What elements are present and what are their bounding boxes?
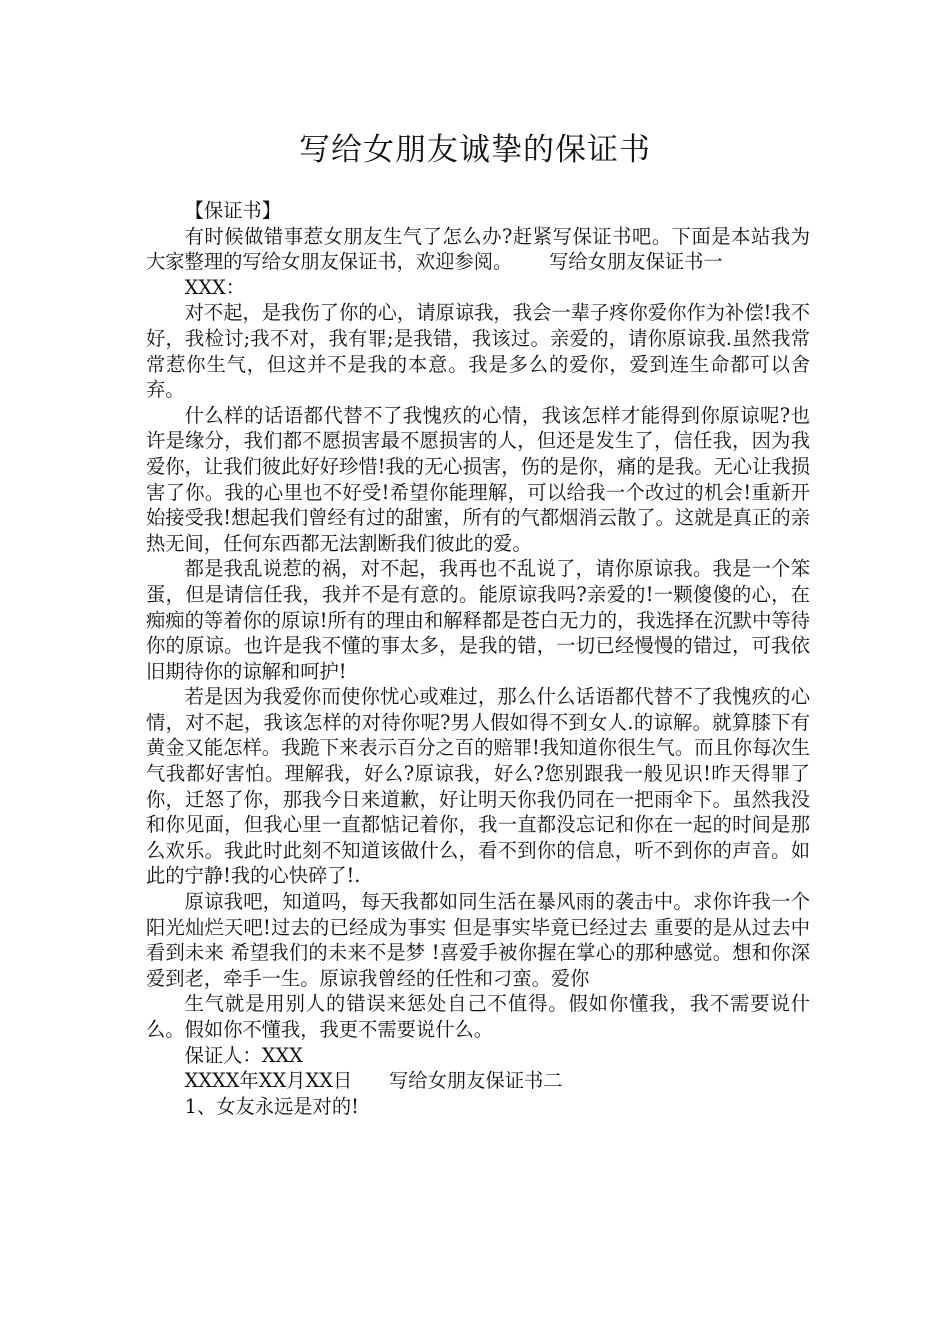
- paragraph-signer: 保证人：XXX: [184, 1043, 303, 1067]
- paragraph-date: XXXX年XX月XX日 写给女朋友保证书二: [184, 1069, 563, 1093]
- paragraph-list-item: 1、女友永远是对的!: [184, 1094, 359, 1118]
- paragraph: 都是我乱说惹的祸，对不起，我再也不乱说了，请你原谅我。我是一个笨蛋，但是请信任我，我并不是有意的。能原谅我吗?亲爱的!一颗傻傻的心，在痴痴的等着你的原谅!所有的理由和解释都是苍白无力的，我选择在沉默中等待你的原谅。也许是我不懂的事太多，是我的错，一切已经慢慢的错过，可我依旧期待你的谅解和呵护!: [146, 557, 810, 683]
- document-body: [146, 198, 810, 1119]
- paragraph: 生气就是用别人的错误来惩处自己不值得。假如你懂我，我不需要说什么。假如你不懂我，我更不需要说什么。: [146, 992, 810, 1041]
- paragraph-salutation: XXX：: [184, 275, 246, 299]
- paragraph: 原谅我吧，知道吗，每天我都如同生活在暴风雨的袭击中。求你许我一个阳光灿烂天吧!过去的已经成为事实 但是事实毕竟已经过去 重要的是从过去中看到未来 希望我们的未来不是梦 !喜爱手被你握在掌心的那种感觉。想和你深爱到老，牵手一生。原谅我曾经的任性和刁蛮。爱你: [146, 890, 810, 990]
- paragraph: 若是因为我爱你而使你忧心或难过，那么什么话语都代替不了我愧疚的心情，对不起，我该怎样的对待你呢?男人假如得不到女人.的谅解。就算膝下有黄金又能怎样。我跪下来表示百分之百的赔罪!我知道你很生气。而且你每次生气我都好害怕。理解我，好么?原谅我，好么?您别跟我一般见识!昨天得罪了你，迁怒了你，那我今日来道歉，好让明天你我仍同在一把雨伞下。虽然我没和你见面，但我心里一直都惦记着你，我一直都没忘记和你在一起的时间是那么欢乐。我此时此刻不知道该做什么，看不到你的信息，听不到你的声音。如此的宁静!我的心快碎了!.: [146, 685, 810, 888]
- paragraph-heading: 【保证书】: [184, 199, 281, 222]
- document-title: 写给女朋友诚挚的保证书: [299, 132, 651, 168]
- paragraph: 对不起，是我伤了你的心，请原谅我，我会一辈子疼你爱你作为补偿!我不好，我检讨;我不对，我有罪;是我错，我该过。亲爱的，请你原谅我.虽然我常常惹你生气，但这并不是我的本意。我是多么的爱你，爱到连生命都可以舍弃。: [146, 301, 810, 402]
- paragraph-intro: 有时候做错事惹女朋友生气了怎么办?赶紧写保证书吧。下面是本站我为大家整理的写给女朋友保证书，欢迎参阅。 写给女朋友保证书一: [146, 224, 810, 274]
- paragraph: 什么样的话语都代替不了我愧疚的心情，我该怎样才能得到你原谅呢?也许是缘分，我们都不愿损害最不愿损害的人，但还是发生了，信任我，因为我爱你，让我们彼此好好珍惜!我的无心损害，伤的是你，痛的是我。无心让我损害了你。我的心里也不好受!希望你能理解，可以给我一个改过的机会!重新开始接受我!想起我们曾经有过的甜蜜，所有的气都烟消云散了。这就是真正的亲热无间，任何东西都无法割断我们彼此的爱。: [146, 403, 810, 555]
